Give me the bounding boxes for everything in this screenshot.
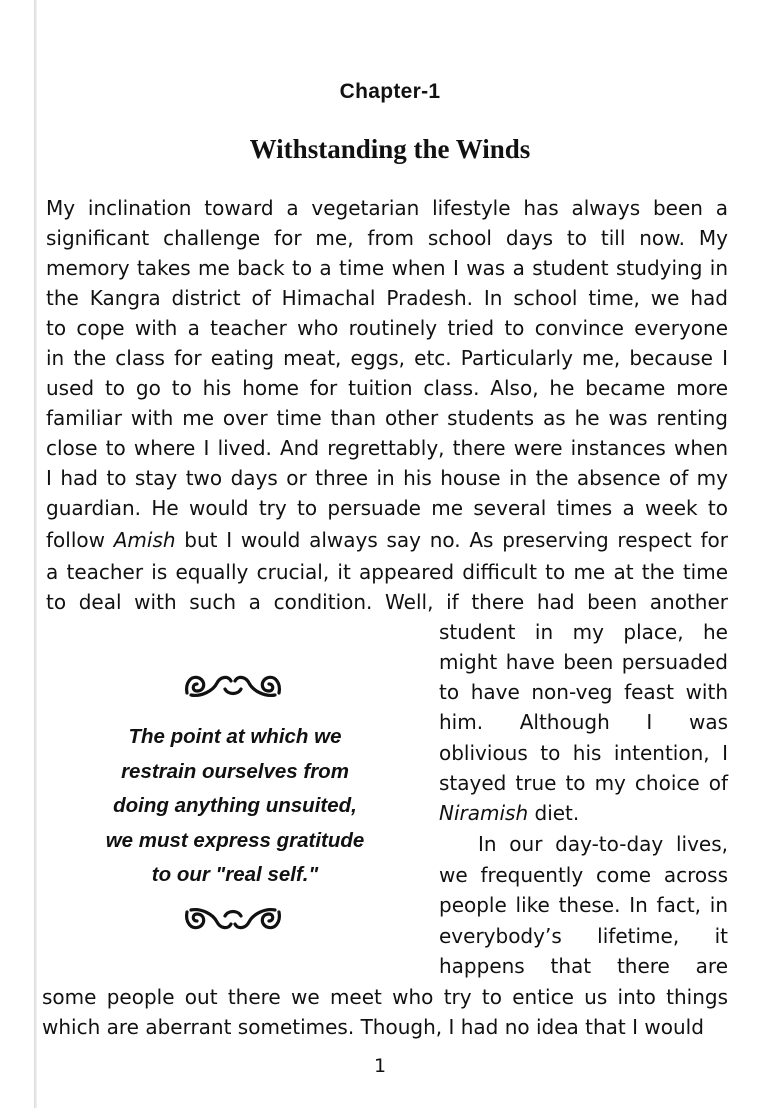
body-text-segment: diet. (528, 801, 580, 825)
body-line: stayed true to my choice of (439, 771, 728, 795)
body-line: familiar with me over time than other students as he was renting (46, 406, 728, 430)
body-line: which are aberrant sometimes. Though, I had no idea that I would (42, 1015, 704, 1039)
chapter-label: Chapter-1 (339, 80, 441, 103)
body-line: I had to stay two days or three in his house in the absence of my (46, 466, 728, 490)
quote-line: restrain ourselves from (121, 759, 349, 783)
ornament-top-icon (181, 669, 285, 699)
body-line: some people out there we meet who try to entice us into things (42, 985, 728, 1009)
ornament-bottom-icon (181, 906, 285, 936)
body-line: in the class for eating meat, eggs, etc. Particularly me, because I (46, 346, 728, 370)
body-line: to deal with such a condition. Well, if there had been another (46, 590, 728, 614)
body-line: we frequently come across (439, 863, 728, 887)
body-line: guardian. He would try to persuade me several times a week to (46, 496, 728, 520)
body-line: student in my place, he (439, 620, 728, 644)
body-line: everybody’s lifetime, it (439, 924, 728, 948)
body-line: to cope with a teacher who routinely tried to convince everyone (46, 316, 728, 340)
body-line: the Kangra district of Himachal Pradesh. In school time, we had (46, 286, 728, 310)
quote-line: The point at which we (128, 725, 342, 748)
italic-term-niramish: Niramish (439, 801, 529, 825)
body-line: close to where I lived. And regrettably, there were instances when (46, 436, 728, 460)
body-line: used to go to his home for tuition class. Also, he became more (46, 376, 728, 400)
body-line: people like these. In fact, in (439, 893, 728, 917)
body-line: him. Although I was (439, 710, 728, 734)
body-line: to have non-veg feast with (439, 680, 728, 704)
quote-line: we must express gratitude (105, 828, 365, 852)
body-line: memory takes me back to a time when I was a student studying in (46, 256, 728, 280)
body-line: significant challenge for me, from school days to till now. My (46, 226, 728, 250)
pull-quote (70, 720, 400, 893)
body-line: happens that there are (439, 954, 728, 978)
body-line (439, 798, 728, 828)
body-line: oblivious to his intention, I (439, 741, 728, 765)
chapter-title: Withstanding the Winds (249, 134, 531, 164)
body-line: might have been persuaded (439, 650, 728, 674)
paragraph-start-line: In our day-to-day lives, (478, 832, 728, 856)
body-line: My inclination toward a vegetarian lifestyle has always been a (46, 196, 728, 220)
quote-line: doing anything unsuited, (113, 794, 357, 817)
page-number: 1 (373, 1055, 387, 1077)
body-text-segment: follow (46, 528, 114, 552)
italic-term-amish: Amish (113, 528, 176, 552)
body-text-segment: but I would always say no. As preserving respect for (175, 528, 728, 552)
body-line (46, 525, 728, 555)
book-spine-edge (34, 0, 37, 1108)
quote-line: to our "real self." (151, 863, 319, 886)
body-line: a teacher is equally crucial, it appeared difficult to me at the time (46, 560, 728, 584)
